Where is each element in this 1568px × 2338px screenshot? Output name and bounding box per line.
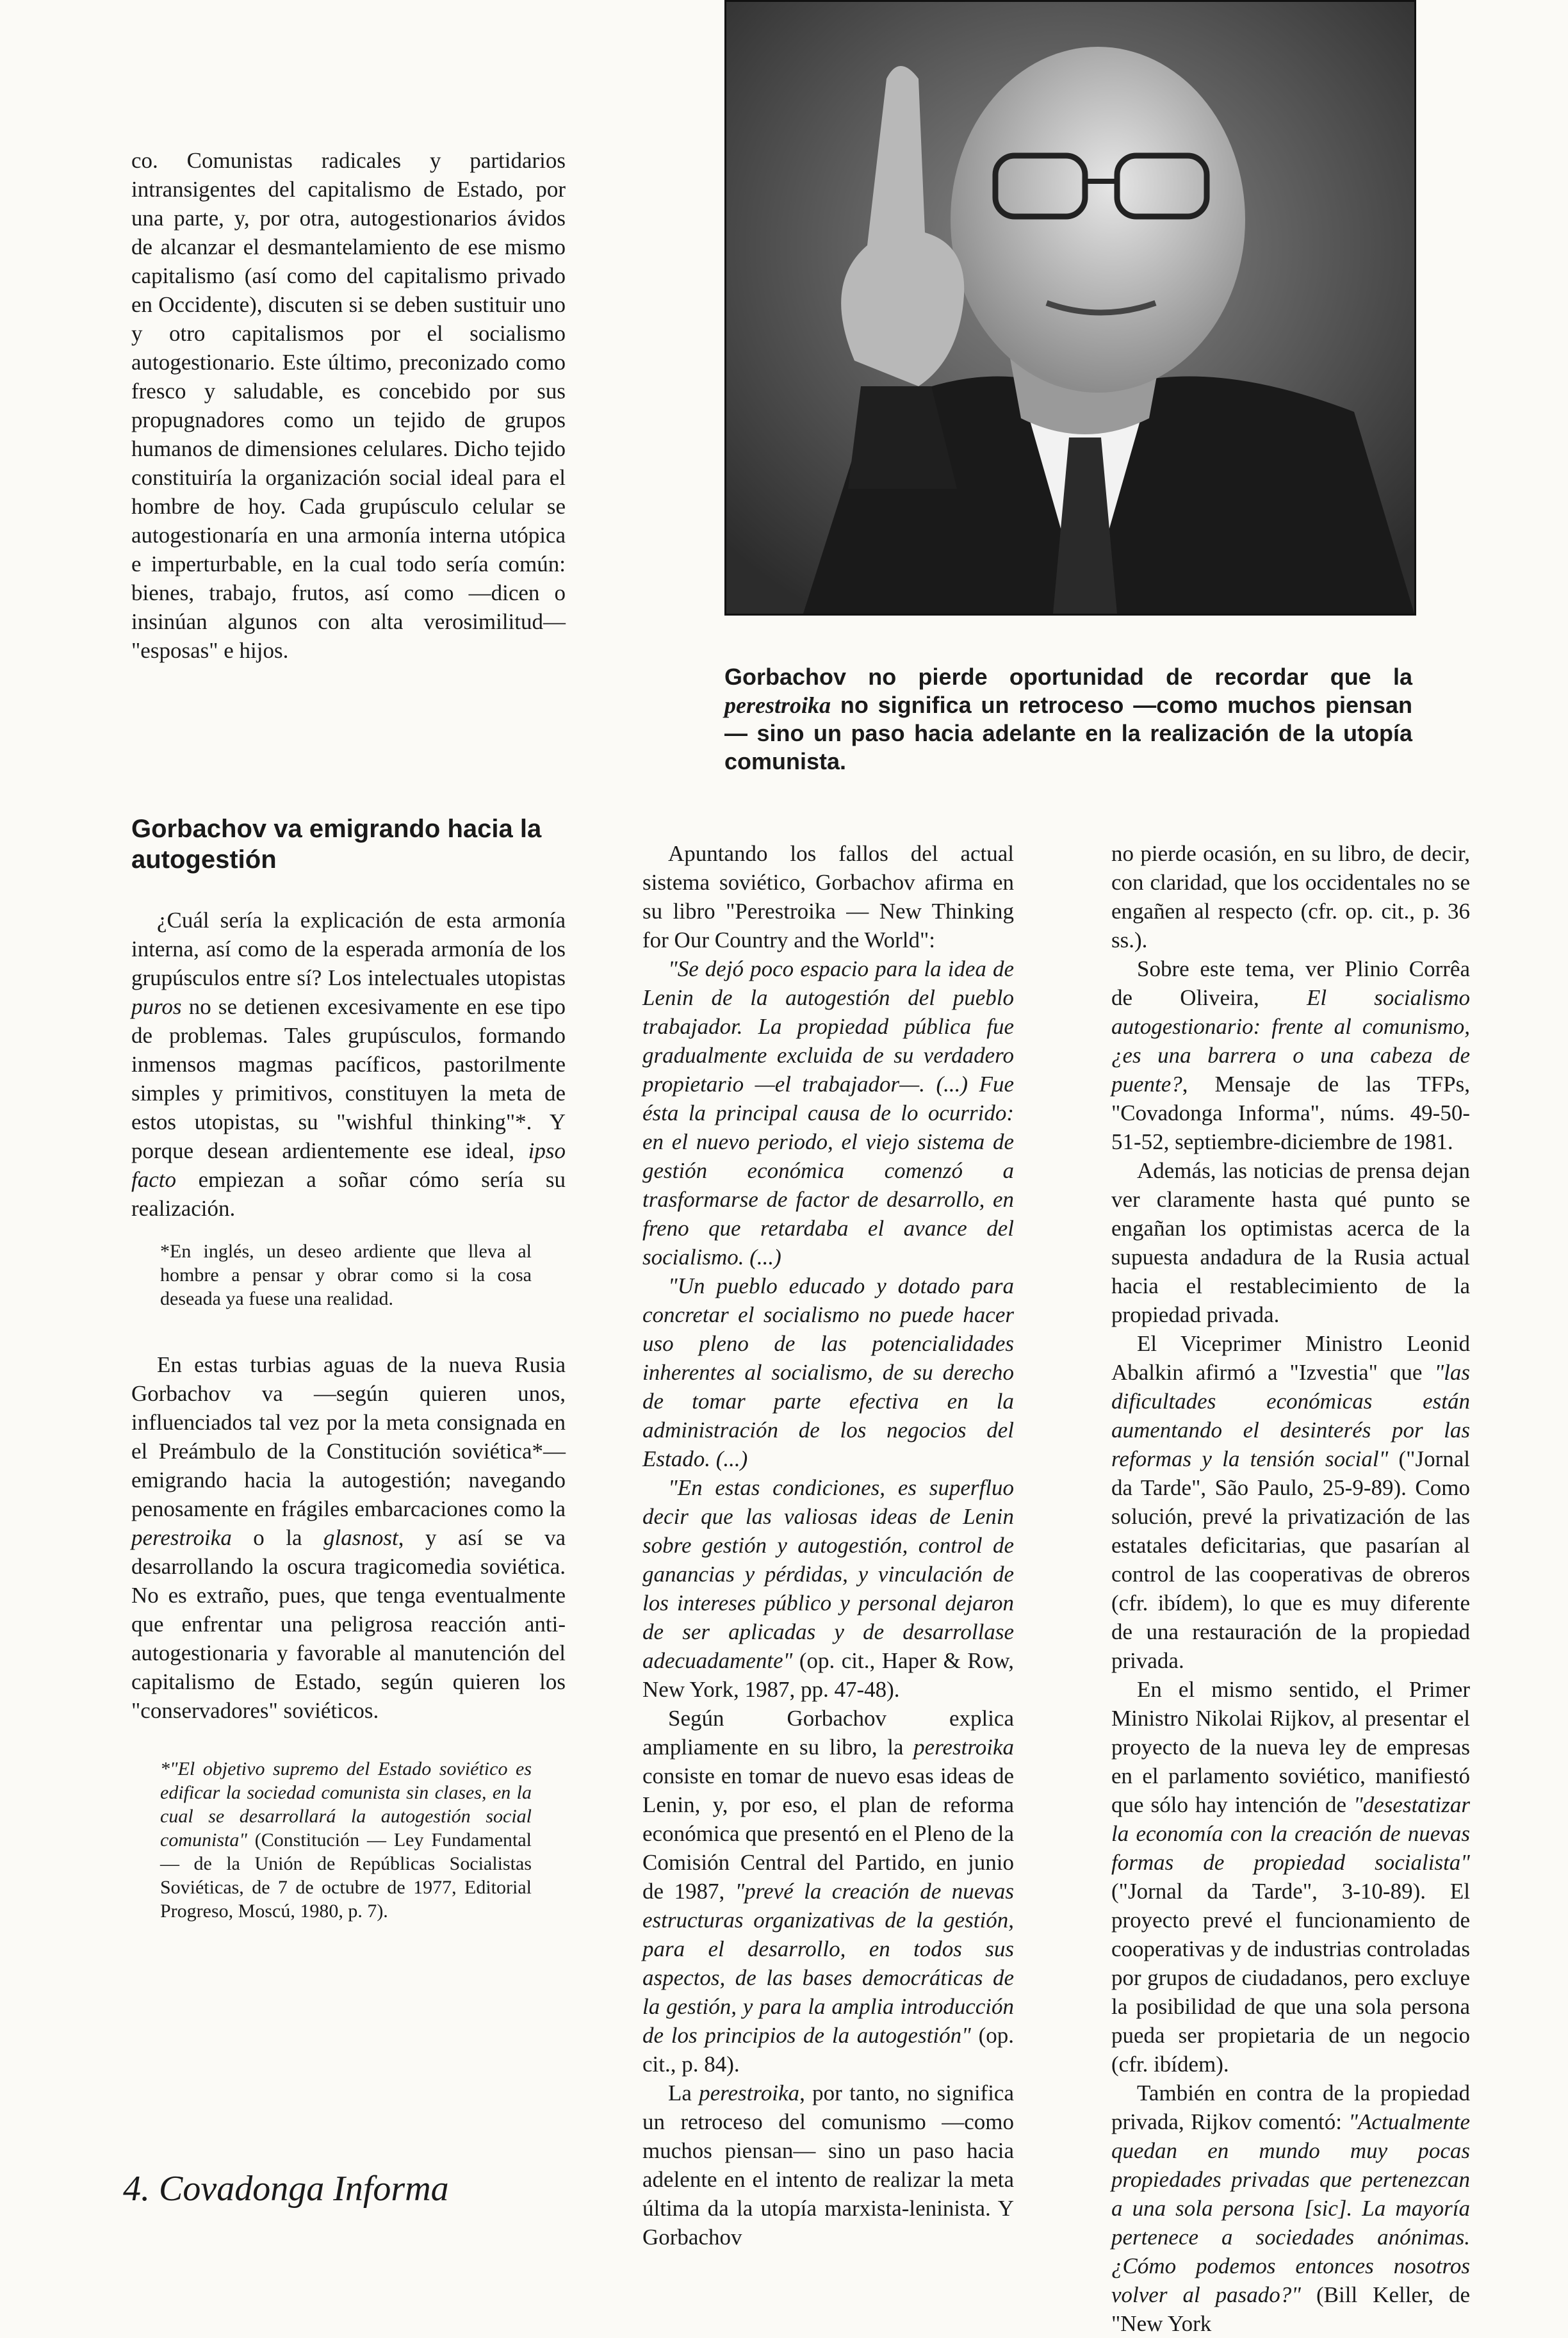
footnote-2: *"El objetivo supremo del Estado soviético es edificar la sociedad comunista sin clases, en la cual se desarrollará la autogestión social comunista" (Constitución — Ley Fundamental — de la Unión de Repúblicas Socialistas Soviéticas, de 7 de octubre de 1977, Editorial Progreso, Moscú, 1980, p. 7).	[160, 1758, 532, 1922]
col3-paragraph-2: Sobre este tema, ver Plinio Corrêa de Oliveira, El socialismo autogestionario: frente al comunismo, ¿es una barrera o una cabeza de puente?, Mensaje de las TFPs, "Covadonga Informa", núms. 49-50-51-52, septiembre-diciembre de 1981.	[1111, 956, 1470, 1154]
section-subhead: Gorbachov va emigrando hacia la autogestión	[131, 815, 542, 874]
paragraph-intro: co. Comunistas radicales y partidarios intransigentes del capitalismo de Estado, por una parte, y, por otra, autogestionarios ávidos de alcanzar el desmantelamiento de ese mismo capitalismo (así como del capitalismo privado en Occidente), discuten si se deben sustituir uno y otro capitalismos por el socialismo autogestionario. Este último, preconizado como fresco y saludable, es concebido por sus propugnadores como un tejido de grupos humanos de dimensiones celulares. Dicho tejido constituiría la organización social ideal para el hombre de hoy. Cada grupúsculo celular se autogestionaría en una armonía interna utópica e imperturbable, en la cual todo sería común: bienes, trabajo, frutos, así como —dicen o insinúan algunos con alta verosimilitud— "esposas" e hijos.	[131, 148, 566, 663]
col2-paragraph-2: Según Gorbachov explica ampliamente en su libro, la perestroika consiste en tomar de nuevo esas ideas de Lenin, y, por eso, el plan de reforma económica que presentó en el Pleno de la Comisión Central del Partido, en junio de 1987, "prevé la creación de nuevas estructuras organizativas de la gestión, para el desarrollo, en todos sus aspectos, de las bases democráticas de la gestión, y para la amplia introducción de los principios de la autogestión" (op. cit., p. 84).	[642, 1706, 1014, 2077]
col3-paragraph-4: El Viceprimer Ministro Leonid Abalkin afirmó a "Izvestia" que "las dificultades económicas están aumentando el desinterés por las reformas y la tensión social" ("Jornal da Tarde", São Paulo, 25-9-89). Como solución, prevé la privatización de las estatales deficitarias, que pasarían al control de las cooperativas de obreros (cfr. ibídem), lo que es muy diferente de una restauración de la propiedad privada.	[1111, 1331, 1470, 1673]
quote-1: "Se dejó poco espacio para la idea de Lenin de la autogestión del pueblo trabajador. La propiedad pública fue gradualmente excluida de su verdadero propietario —el trabajador—. (...) Fue ésta la principal causa de lo ocurrido: en el nuevo periodo, el viejo sistema de gestión económica comenzó a trasformarse de factor de desarrollo, en freno que retardaba el avance del socialismo. (...)	[642, 956, 1014, 1270]
col3-paragraph-3: Además, las noticias de prensa dejan ver claramente hasta qué punto se engañan los optimistas acerca de la supuesta andadura de la Rusia actual hacia el restablecimiento de la propiedad privada.	[1111, 1158, 1470, 1327]
quote-3: "En estas condiciones, es superfluo decir que las valiosas ideas de Lenin sobre gestión y autogestión, control de ganancias y pérdidas, y vinculación de los intereses público y personal dejaron de ser aplicadas y de desarrollase adecuadamente" (op. cit., Haper & Row, New York, 1987, pp. 47-48).	[642, 1475, 1014, 1702]
col3-paragraph-5: En el mismo sentido, el Primer Ministro Nikolai Rijkov, al presentar el proyecto de la nueva ley de empresas en el parlamento soviético, manifiestó que sólo hay intención de "desestatizar la economía con la creación de nuevas formas de propiedad socialista" ("Jornal da Tarde", 3-10-89). El proyecto prevé el funcionamiento de cooperativas y de industrias controladas por grupos de ciudadanos, pero excluye la posibilidad de que una sola persona pueda ser propietaria de un negocio (cfr. ibídem).	[1111, 1677, 1470, 2077]
quote-2: "Un pueblo educado y dotado para concretar el socialismo no puede hacer uso pleno de las potencialidades inherentes al socialismo, de su derecho de tomar parte efectiva en la administración de los negocios del Estado. (...)	[642, 1273, 1014, 1471]
col2-paragraph-3: La perestroika, por tanto, no significa un retroceso del comunismo —como muchos piensan— sino un paso hacia adelente en el intento de realizar la meta última da la utopía marxista-leninista. Y Gorbachov	[642, 2080, 1014, 2250]
paragraph-3: En estas turbias aguas de la nueva Rusia Gorbachov va —según quieren unos, influenciados tal vez por la meta consignada en el Preámbulo de la Constitución soviética*— emigrando hacia la autogestión; navegando penosamente en frágiles embarcaciones como la perestroika o la glasnost, y así se va desarrollando la oscura tragicomedia soviética. No es extraño, pues, que tenga eventualmente que enfrentar una peligrosa reacción anti-autogestionaria y favorable al manutención del capitalismo de Estado, según quieren los "conservadores" soviéticos.	[131, 1352, 566, 1723]
page-footer: 4. Covadonga Informa	[123, 2169, 449, 2209]
column-2	[642, 839, 1014, 2252]
column-1-lower	[131, 813, 566, 1923]
col2-paragraph-1: Apuntando los fallos del actual sistema soviético, Gorbachov afirma en su libro "Perestroika — New Thinking for Our Country and the World":	[642, 841, 1014, 952]
column-3	[1111, 839, 1470, 2338]
footnote-1: *En inglés, un deseo ardiente que lleva al hombre a pensar y obrar como si la cosa deseada ya fuese una realidad.	[160, 1241, 532, 1309]
paragraph-2: ¿Cuál sería la explicación de esta armonía interna, así como de la esperada armonía de los grupúsculos entre sí? Los intelectuales utopistas puros no se detienen excesivamente en ese tipo de problemas. Tales grupúsculos, formando inmensos magmas pacíficos, pastorilmente simples y primitivos, constituyen la meta de estos utopistas, su "wishful thinking"*. Y porque desean ardientemente ese ideal, ipso facto empiezan a soñar cómo sería su realización.	[131, 908, 566, 1221]
photo-caption: Gorbachov no pierde oportunidad de recordar que la perestroika no significa un retroceso —como muchos piensan— sino un paso hacia adelante en la realización de la utopía comunista.	[724, 664, 1412, 774]
col3-paragraph-6: También en contra de la propiedad privada, Rijkov comentó: "Actualmente quedan en mundo muy pocas propiedades privadas que pertenezcan a una sola persona [sic]. La mayoría pertenece a sociedades anónimas. ¿Cómo podemos entonces nosotros volver al pasado?" (Bill Keller, de "New York	[1111, 2080, 1470, 2336]
col3-paragraph-1: no pierde ocasión, en su libro, de decir, con claridad, que los occidentales no se engañen al respecto (cfr. op. cit., p. 36 ss.).	[1111, 841, 1470, 952]
gorbachov-photo	[724, 0, 1416, 616]
column-1-top	[131, 146, 566, 665]
portrait-illustration	[726, 2, 1414, 614]
